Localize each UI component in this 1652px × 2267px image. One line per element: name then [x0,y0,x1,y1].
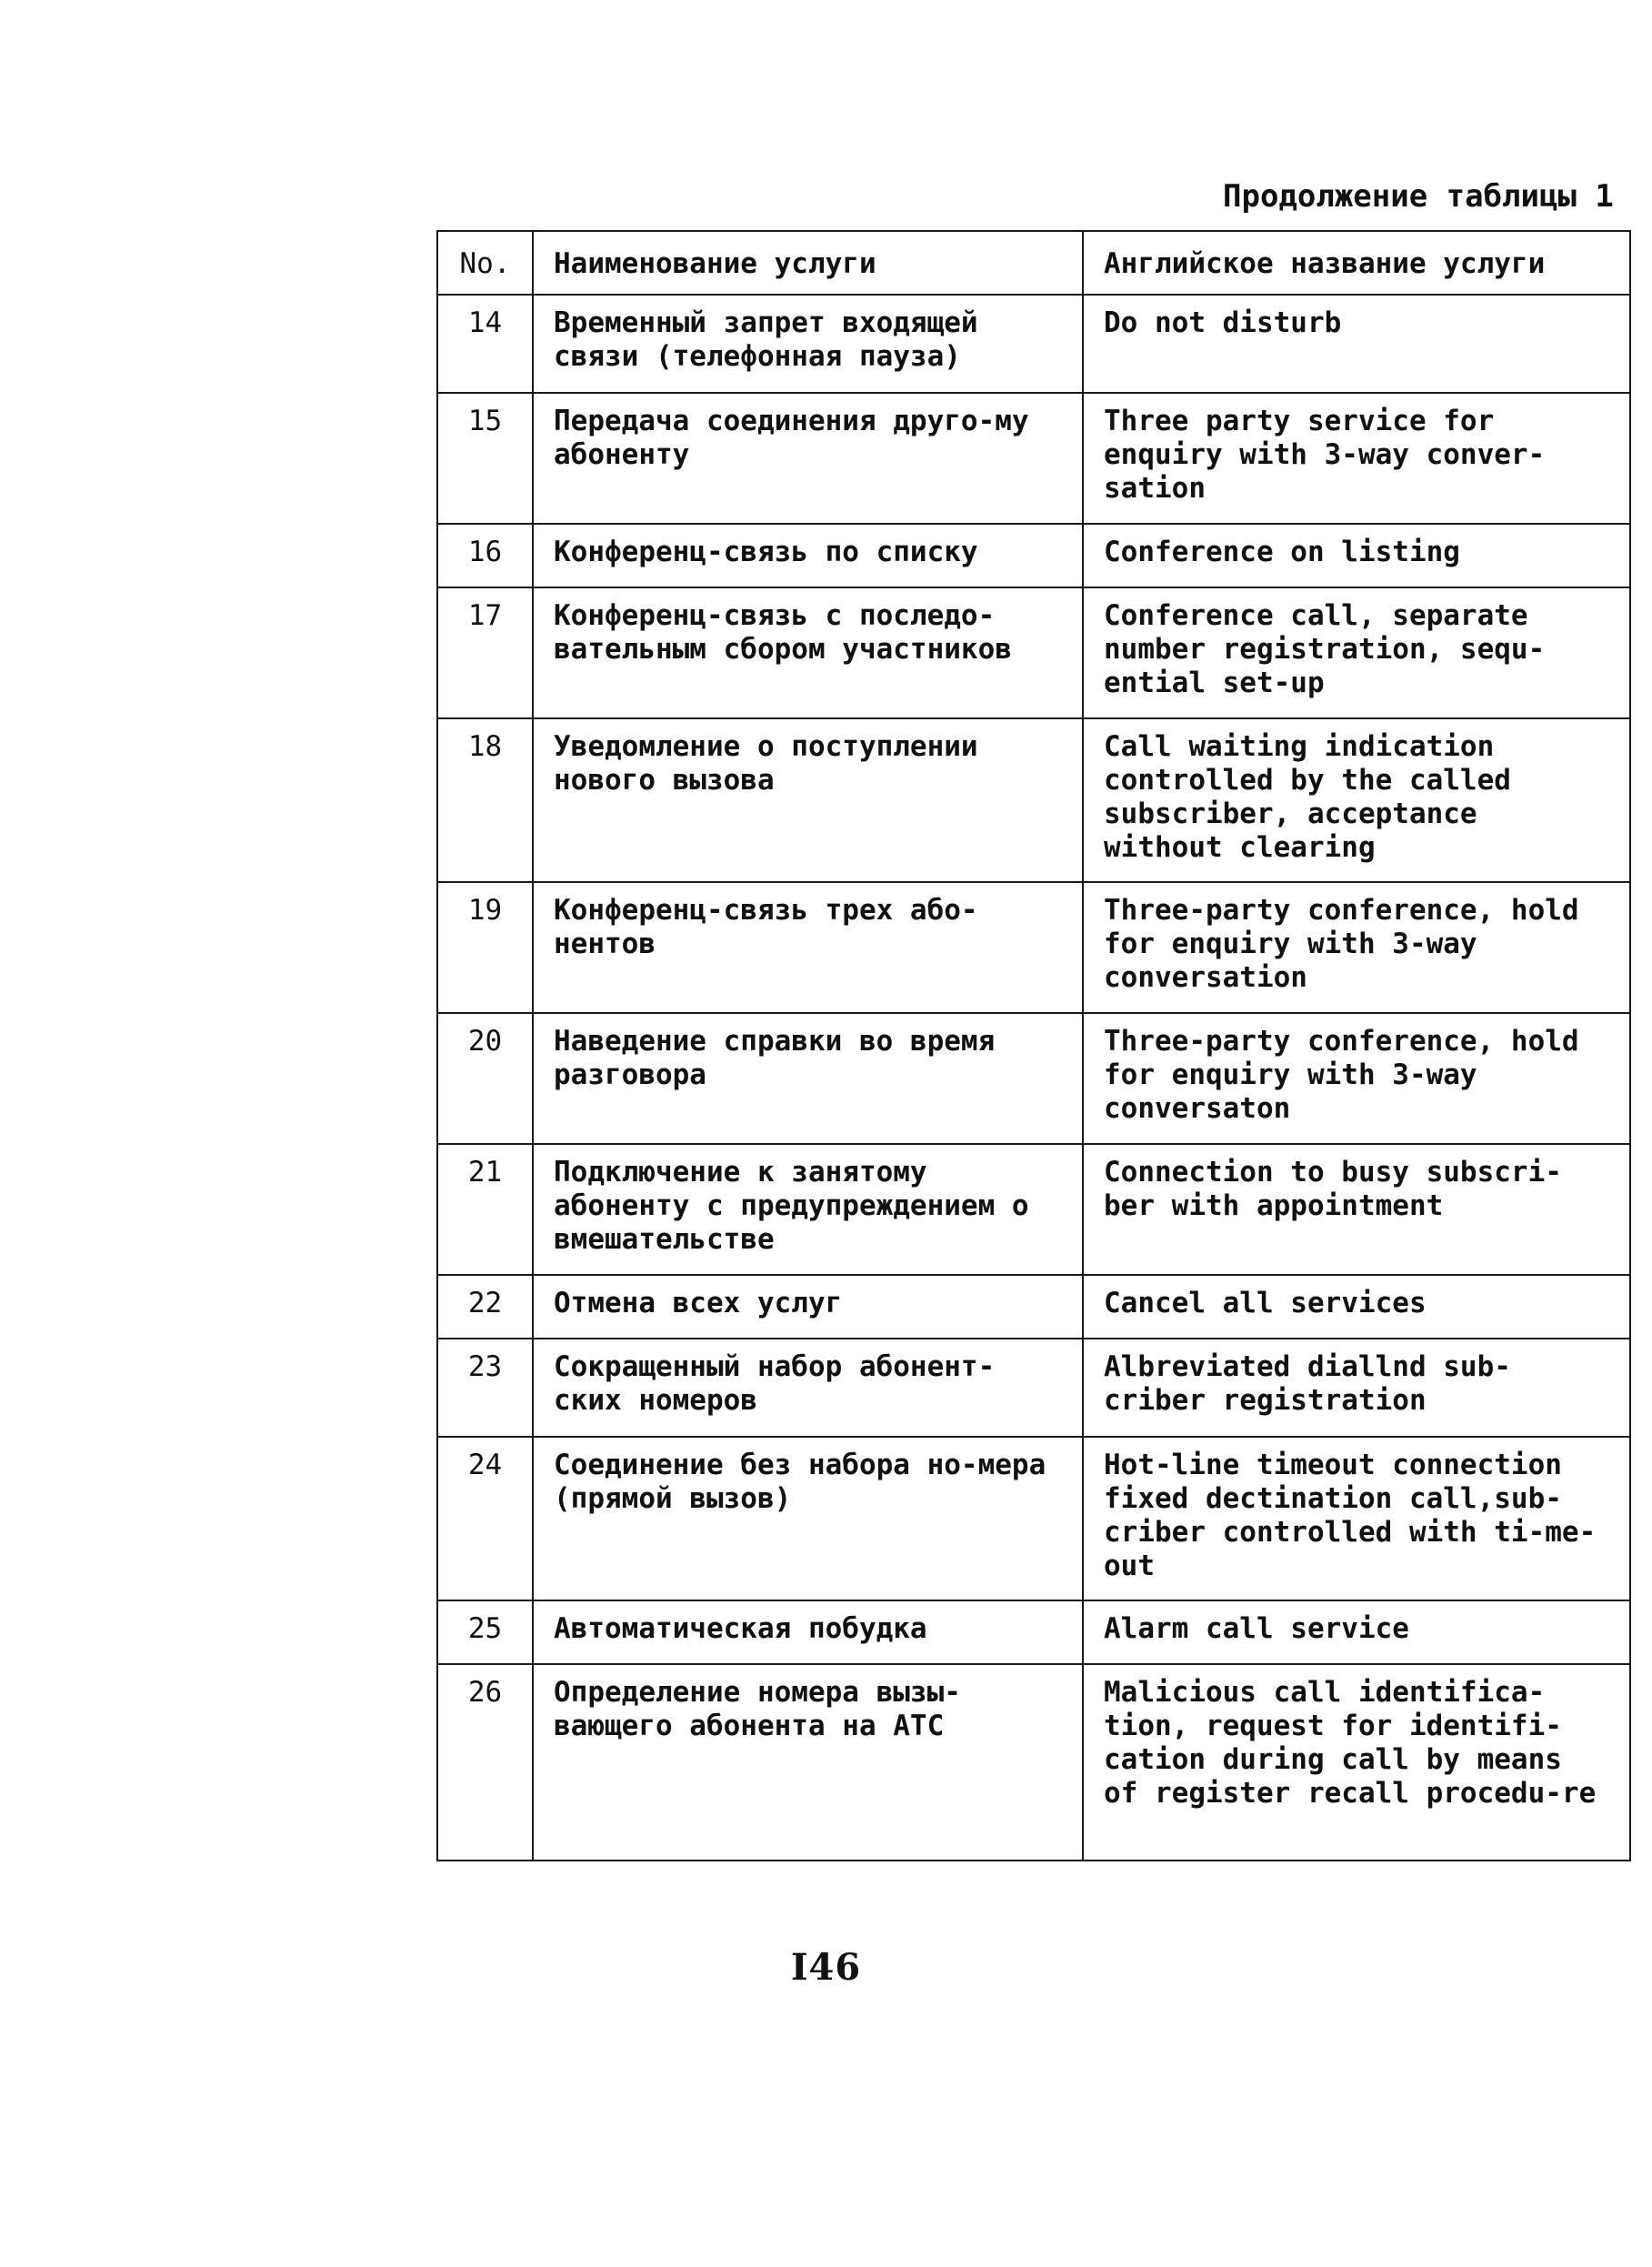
table-row [437,718,1630,882]
service-name-ru: Сокращенный набор абонент-ских номеров [533,1339,1083,1437]
table-row [437,1339,1630,1437]
service-name-ru: Конференц-связь с последо-вательным сбором участников [533,587,1083,718]
service-name-en: Connection to busy subscri-ber with appointment [1083,1144,1630,1275]
row-number: 22 [437,1275,533,1339]
table-caption: Продолжение таблицы 1 [1223,178,1614,215]
service-name-ru: Определение номера вызы-вающего абонента на АТС [533,1664,1083,1861]
header-name-en: Английское название услуги [1083,231,1630,295]
table-row [437,1013,1630,1144]
service-name-en: Three-party conference, hold for enquiry with 3-way conversaton [1083,1013,1630,1144]
service-name-en: Call waiting indication controlled by the called subscriber, acceptance without clearing [1083,718,1630,882]
table-row [437,587,1630,718]
row-number: 24 [437,1437,533,1600]
table-row [437,393,1630,524]
page-number: I46 [790,1946,862,1989]
service-name-en: Three party service for enquiry with 3-way conver-sation [1083,393,1630,524]
service-name-ru: Автоматическая побудка [533,1600,1083,1664]
service-name-ru: Конференц-связь по списку [533,524,1083,587]
service-name-ru: Подключение к занятому абоненту с предупреждением о вмешательстве [533,1144,1083,1275]
row-number: 18 [437,718,533,882]
table-row [437,882,1630,1013]
row-number: 15 [437,393,533,524]
service-name-en: Cancel all services [1083,1275,1630,1339]
table-header-row [437,231,1630,295]
service-name-ru: Конференц-связь трех або-нентов [533,882,1083,1013]
services-table [436,230,1631,1861]
service-name-ru: Отмена всех услуг [533,1275,1083,1339]
table-row [437,1437,1630,1600]
service-name-en: Conference on listing [1083,524,1630,587]
row-number: 16 [437,524,533,587]
table-row [437,524,1630,587]
service-name-ru: Передача соединения друго-му абоненту [533,393,1083,524]
row-number: 21 [437,1144,533,1275]
service-name-ru: Временный запрет входящей связи (телефонная пауза) [533,295,1083,393]
service-name-en: Three-party conference, hold for enquiry with 3-way conversation [1083,882,1630,1013]
table-row [437,1600,1630,1664]
service-name-en: Do not disturb [1083,295,1630,393]
table-row [437,295,1630,393]
row-number: 19 [437,882,533,1013]
service-name-en: Conference call, separate number registration, sequ-ential set-up [1083,587,1630,718]
row-number: 25 [437,1600,533,1664]
table-row [437,1275,1630,1339]
row-number: 23 [437,1339,533,1437]
service-name-en: Malicious call identifica-tion, request for identifi-cation during call by means of register recall procedu-re [1083,1664,1630,1861]
table-row [437,1144,1630,1275]
service-name-ru: Уведомление о поступлении нового вызова [533,718,1083,882]
service-name-ru: Наведение справки во время разговора [533,1013,1083,1144]
service-name-en: Hot-line timeout connection fixed dectination call,sub-criber controlled with ti-me-out [1083,1437,1630,1600]
service-name-en: Albreviated diallnd sub-criber registration [1083,1339,1630,1437]
header-no: No. [437,231,533,295]
service-name-ru: Соединение без набора но-мера (прямой вызов) [533,1437,1083,1600]
row-number: 20 [437,1013,533,1144]
row-number: 26 [437,1664,533,1861]
service-name-en: Alarm call service [1083,1600,1630,1664]
row-number: 14 [437,295,533,393]
header-name-ru: Наименование услуги [533,231,1083,295]
row-number: 17 [437,587,533,718]
table-row [437,1664,1630,1861]
